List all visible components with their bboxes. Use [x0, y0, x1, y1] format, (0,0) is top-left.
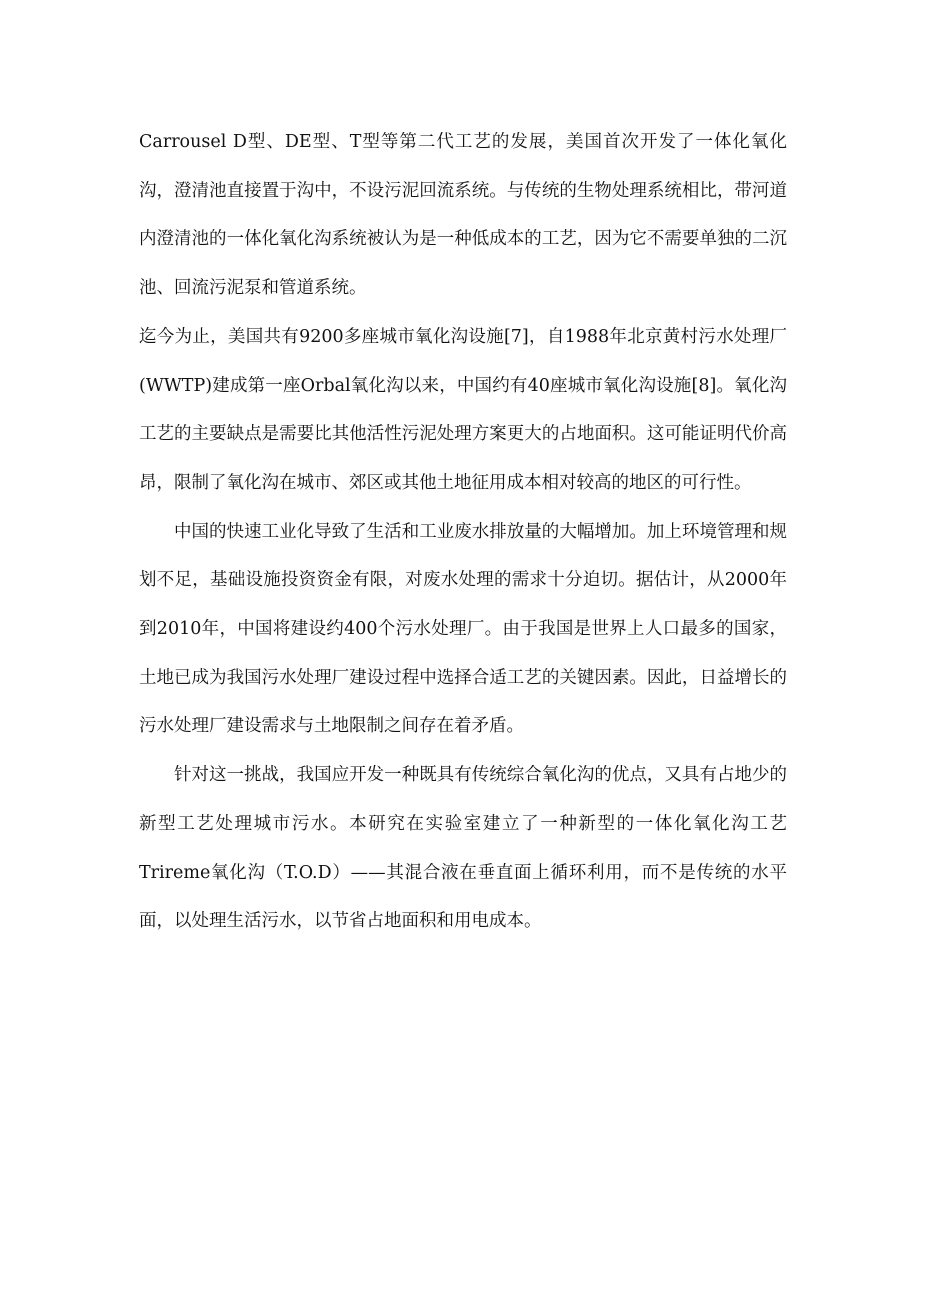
paragraph-3: 中国的快速工业化导致了生活和工业废水排放量的大幅增加。加上环境管理和规划不足，基础设施投资资金有限，对废水处理的需求十分迫切。据估计，从2000年到2010年，中国将建设约400个污水处理厂。由于我国是世界上人口最多的国家，土地已成为我国污水处理厂建设过程中选择合适工艺的关键因素。因此，日益增长的污水处理厂建设需求与土地限制之间存在着矛盾。	[139, 521, 787, 737]
paragraph-2: 迄今为止，美国共有9200多座城市氧化沟设施[7]，自1988年北京黄村污水处理厂(WWTP)建成第一座Orbal氧化沟以来，中国约有40座城市氧化沟设施[8]。氧化沟工艺的主要缺点是需要比其他活性污泥处理方案更大的占地面积。这可能证明代价高昂，限制了氧化沟在城市、郊区或其他土地征用成本相对较高的地区的可行性。	[139, 326, 787, 493]
paragraph-4: 针对这一挑战，我国应开发一种既具有传统综合氧化沟的优点，又具有占地少的新型工艺处理城市污水。本研究在实验室建立了一种新型的一体化氧化沟工艺Trireme氧化沟（T.O.D）——其混合液在垂直面上循环利用，而不是传统的水平面，以处理生活污水，以节省占地面积和用电成本。	[139, 765, 787, 932]
paragraph-1: Carrousel D型、DE型、T型等第二代工艺的发展，美国首次开发了一体化氧化沟，澄清池直接置于沟中，不设污泥回流系统。与传统的生物处理系统相比，带河道内澄清池的一体化氧化沟系统被认为是一种低成本的工艺，因为它不需要单独的二沉池、回流污泥泵和管道系统。	[139, 132, 787, 299]
body-text	[139, 118, 787, 946]
